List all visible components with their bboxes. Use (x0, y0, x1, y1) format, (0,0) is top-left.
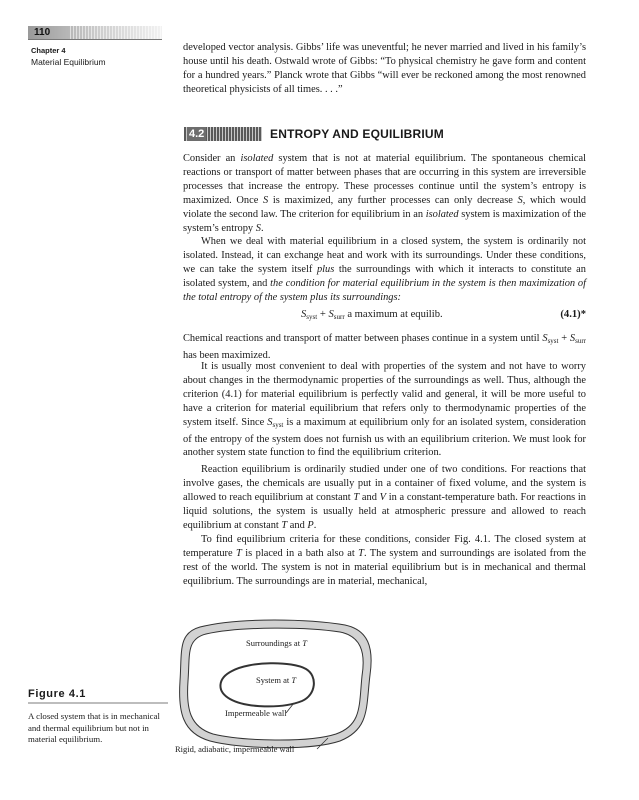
equation-number: (4.1)* (560, 309, 586, 320)
header-rule (28, 39, 162, 40)
equation-4-1 (183, 309, 586, 325)
paragraph-2: When we deal with material equilibrium in a closed system, the system is ordinarily not isolated. Instead, it can exchange heat and work with its surroundings. Under these conditions, we can take the system itself plus the surroundings with which it interacts to constitute an isolated system, and the condition for material equilibrium in the system is then maximization of the total entropy of the system plus its surroundings: (183, 236, 586, 303)
intro-paragraph: developed vector analysis. Gibbs’ life was uneventful; he never married and lived in his family’s house until his death. Ostwald wrote of Gibbs: “To physical chemistry he gave form and content for a hundred years.” Planck wrote that Gibbs “will ever be reckoned among the most renowned theoretical physicists of all times. . . .” (183, 42, 586, 95)
chapter-label: Chapter 4 (31, 46, 66, 55)
inner-wall-label: Impermeable wall (225, 708, 287, 718)
section-number-badge (184, 127, 262, 141)
paragraph-1: Consider an isolated system that is not at material equilibrium. The spontaneous chemical reactions or transport of matter between phases that are occurring in this system are irreversible processes that increase the entropy. These processes continue until the system’s entropy is maximized. Once S is maximized, any further processes can only decrease S, which would violate the second law. The criterion for equilibrium in an isolated system is maximization of the system’s entropy S. (183, 153, 587, 234)
equation-expression: $S_{syst} + S_{surr}$ a maximum at equilib. (301, 309, 443, 321)
section-title: ENTROPY AND EQUILIBRIUM (270, 127, 444, 141)
figure-label: Figure 4.1 (28, 688, 86, 700)
paragraph-4: It is usually most convenient to deal with properties of the system and not have to worry about changes in the thermodynamic properties of the surroundings as well. Thus, although the criterion (4.1) for material equilibrium is perfectly valid and general, it will be more useful to have a criterion for material equilibrium that refers only to thermodynamic properties of the system itself. Since $S_{syst}$ is a maximum at equilibrium only for an isolated system, consideration of the entropy of the system does not furnish us with an equilibrium criterion. We must look for another system state function to find the equilibrium criterion. (183, 361, 586, 459)
section-number: 4.2 (189, 128, 205, 140)
outer-wall-label: Rigid, adiabatic, impermeable wall (175, 744, 295, 754)
paragraph-5: Reaction equilibrium is ordinarily studied under one of two conditions. For reactions that involve gases, the chemicals are usually put in a container of fixed volume, and the system is allowed to reach equilibrium at constant T and V in a constant-temperature bath. For reactions in liquid solutions, the system is usually held at atmospheric pressure and allowed to reach equilibrium at constant T and P. (183, 464, 586, 531)
page-number: 110 (34, 27, 51, 38)
paragraph-3: Chemical reactions and transport of matter between phases continue in a system until $S_{syst} + S_{surr}$ has been maximized. (183, 333, 586, 361)
header-bar-pattern (68, 26, 162, 39)
paragraph-6: To find equilibrium criteria for these conditions, consider Fig. 4.1. The closed system at temperature T is placed in a bath also at T. The system and surroundings are isolated from the rest of the world. The system is not in material equilibrium but is in mechanical and thermal equilibrium. The surroundings are in material, mechanical, (183, 534, 586, 587)
page-number-bar (28, 26, 162, 39)
surroundings-label: Surroundings at T (246, 638, 307, 648)
figure-4-1-diagram (170, 615, 380, 765)
figure-caption: A closed system that is in mechanical and thermal equilibrium but not in material equilibrium. (28, 711, 160, 745)
chapter-title: Material Equilibrium (31, 57, 106, 67)
figure-rule (28, 702, 168, 704)
system-label: System at T (256, 675, 297, 685)
